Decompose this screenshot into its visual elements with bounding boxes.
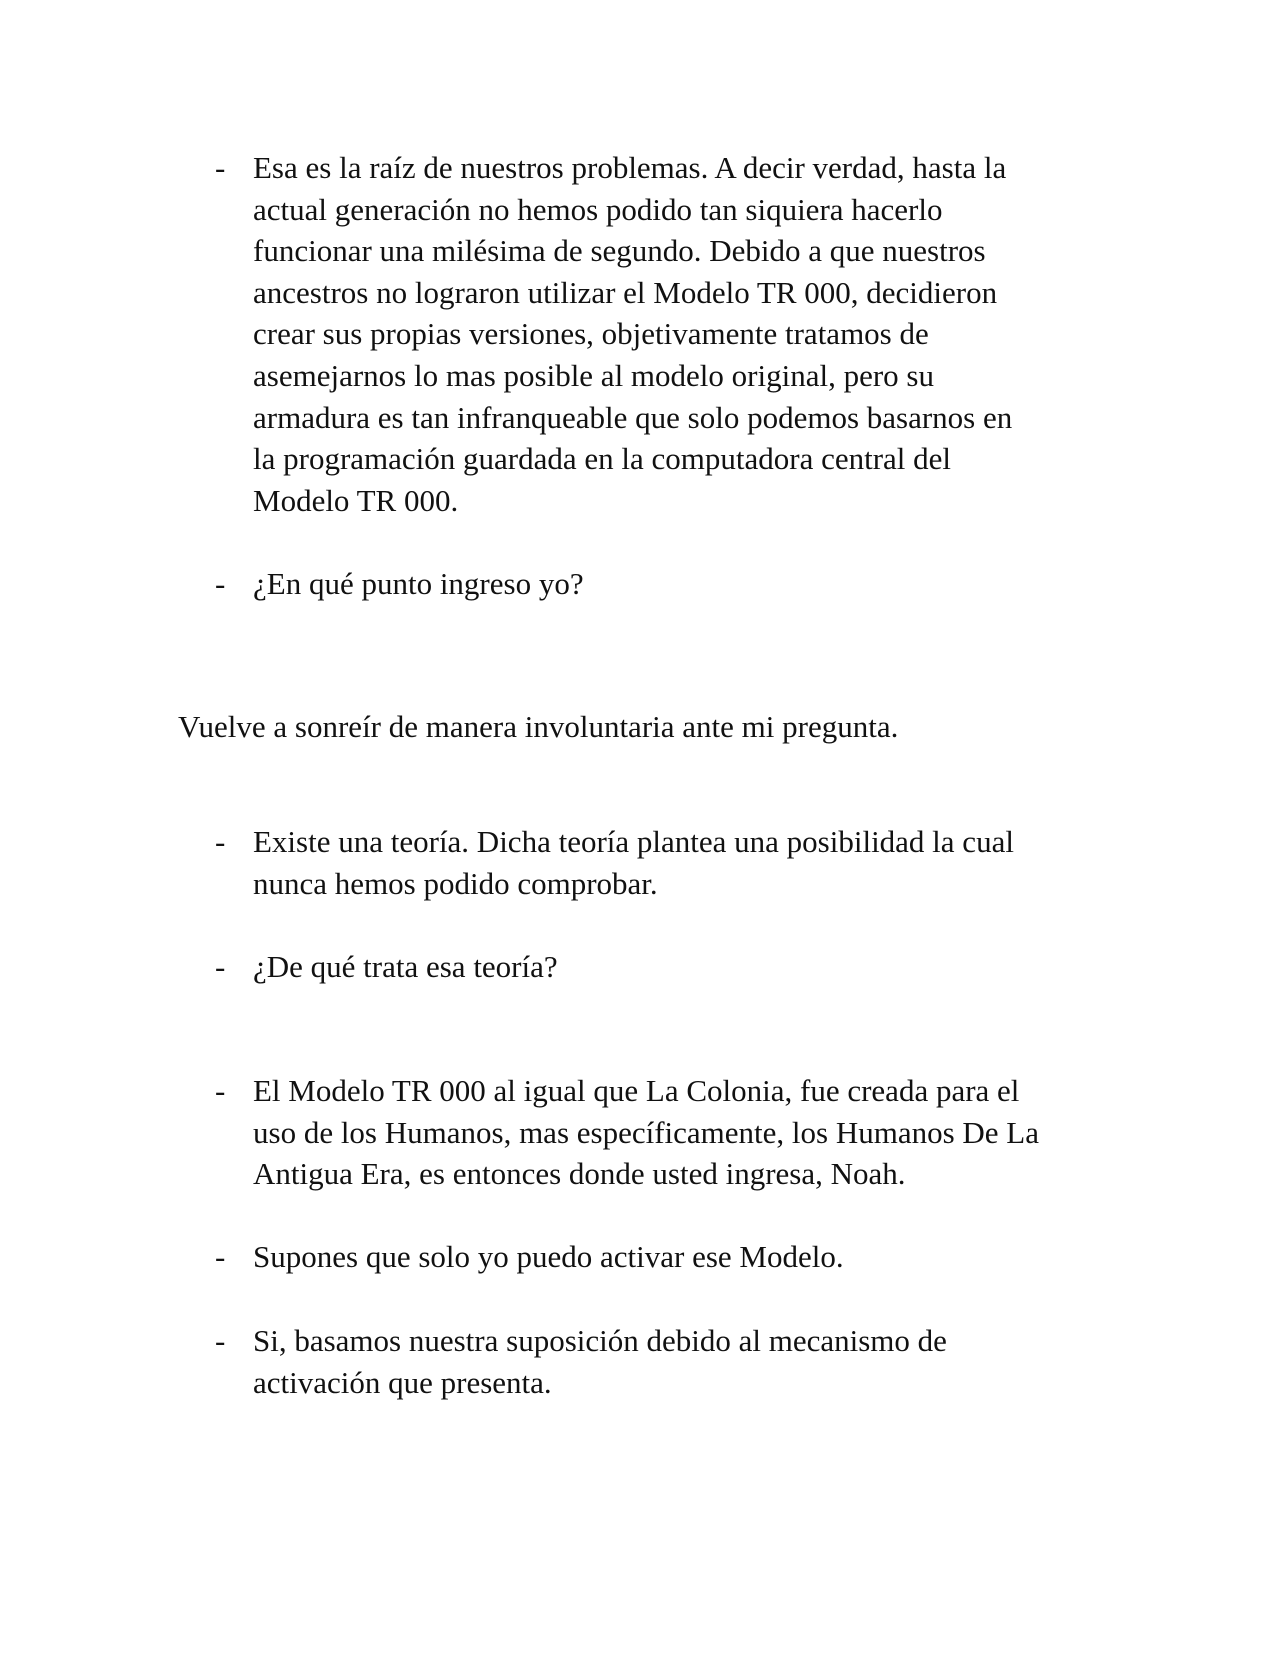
dialogue-text: ¿De qué trata esa teoría? (253, 949, 558, 984)
dialogue-dash: - (215, 949, 226, 984)
dialogue-text: Supones que solo yo puedo activar ese Modelo. (253, 1239, 844, 1274)
dialogue-dash: - (215, 824, 226, 859)
dialogue-text: ¿En qué punto ingreso yo? (253, 566, 584, 601)
dialogue-text: El Modelo TR 000 al igual que La Colonia, fue creada para el uso de los Humanos, mas específicamente, los Humanos De La Antigua Era, es entonces donde usted ingresa, Noah. (253, 1073, 1040, 1192)
dialogue-dash: - (215, 1239, 226, 1274)
narration-paragraph: Vuelve a sonreír de manera involuntaria ante mi pregunta. (178, 709, 899, 744)
dialogue-dash: - (215, 1323, 226, 1358)
dialogue-text: Esa es la raíz de nuestros problemas. A decir verdad, hasta la actual generación no hemos podido tan siquiera hacerlo funcionar una milésima de segundo. Debido a que nuestros ancestros no lograron utilizar el Modelo TR 000, decidieron crear sus propias versiones, objetivamente tratamos de asemejarnos lo mas posible al modelo original, pero su armadura es tan infranqueable que solo podemos basarnos en la programación guardada en la computadora central del Modelo TR 000. (253, 150, 1013, 518)
dialogue-text: Existe una teoría. Dicha teoría plantea una posibilidad la cual nunca hemos podido comprobar. (253, 824, 1014, 901)
dialogue-dash: - (215, 566, 226, 601)
dialogue-text: Si, basamos nuestra suposición debido al mecanismo de activación que presenta. (253, 1323, 947, 1400)
dialogue-dash: - (215, 150, 226, 185)
dialogue-dash: - (215, 1073, 226, 1108)
